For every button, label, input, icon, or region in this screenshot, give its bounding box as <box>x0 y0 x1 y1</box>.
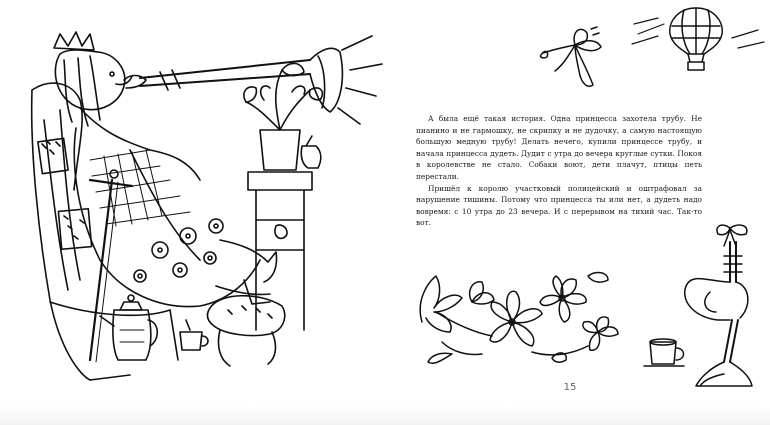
story-paragraph-1: А была ещё такая история. Одна принцесса захотела трубу. Не пианино и не гармошку, не скрипку и не дудочку, а самую настоящую большую медную трубу! Делать нечего, купили принцессе трубу, и начала принцесса дудеть. Дудит с утра до вечера круглые сутки. Покоя в королевстве не стало. Собаки воют, дети плачут, птицы петь перестали. <box>416 114 702 181</box>
princess-trumpet-illustration <box>20 30 390 390</box>
page-bottom-shadow <box>0 405 770 425</box>
page-number: 15 <box>563 382 577 393</box>
balloon-illustration <box>628 4 768 74</box>
story-paragraph-2: Пришёл к королю участковый полицейский и оштрафовал за нарушение тишины. Потому что принцесса ты или нет, а дудеть надо вовремя: с 10 утра до 23 вечера. И с перерывом на тихий час. Так-то вот. <box>416 183 702 228</box>
dragonfly-illustration <box>535 25 625 95</box>
story-text <box>416 113 702 229</box>
trumpet-bow-illustration <box>640 222 760 392</box>
flowers-illustration <box>412 262 632 372</box>
